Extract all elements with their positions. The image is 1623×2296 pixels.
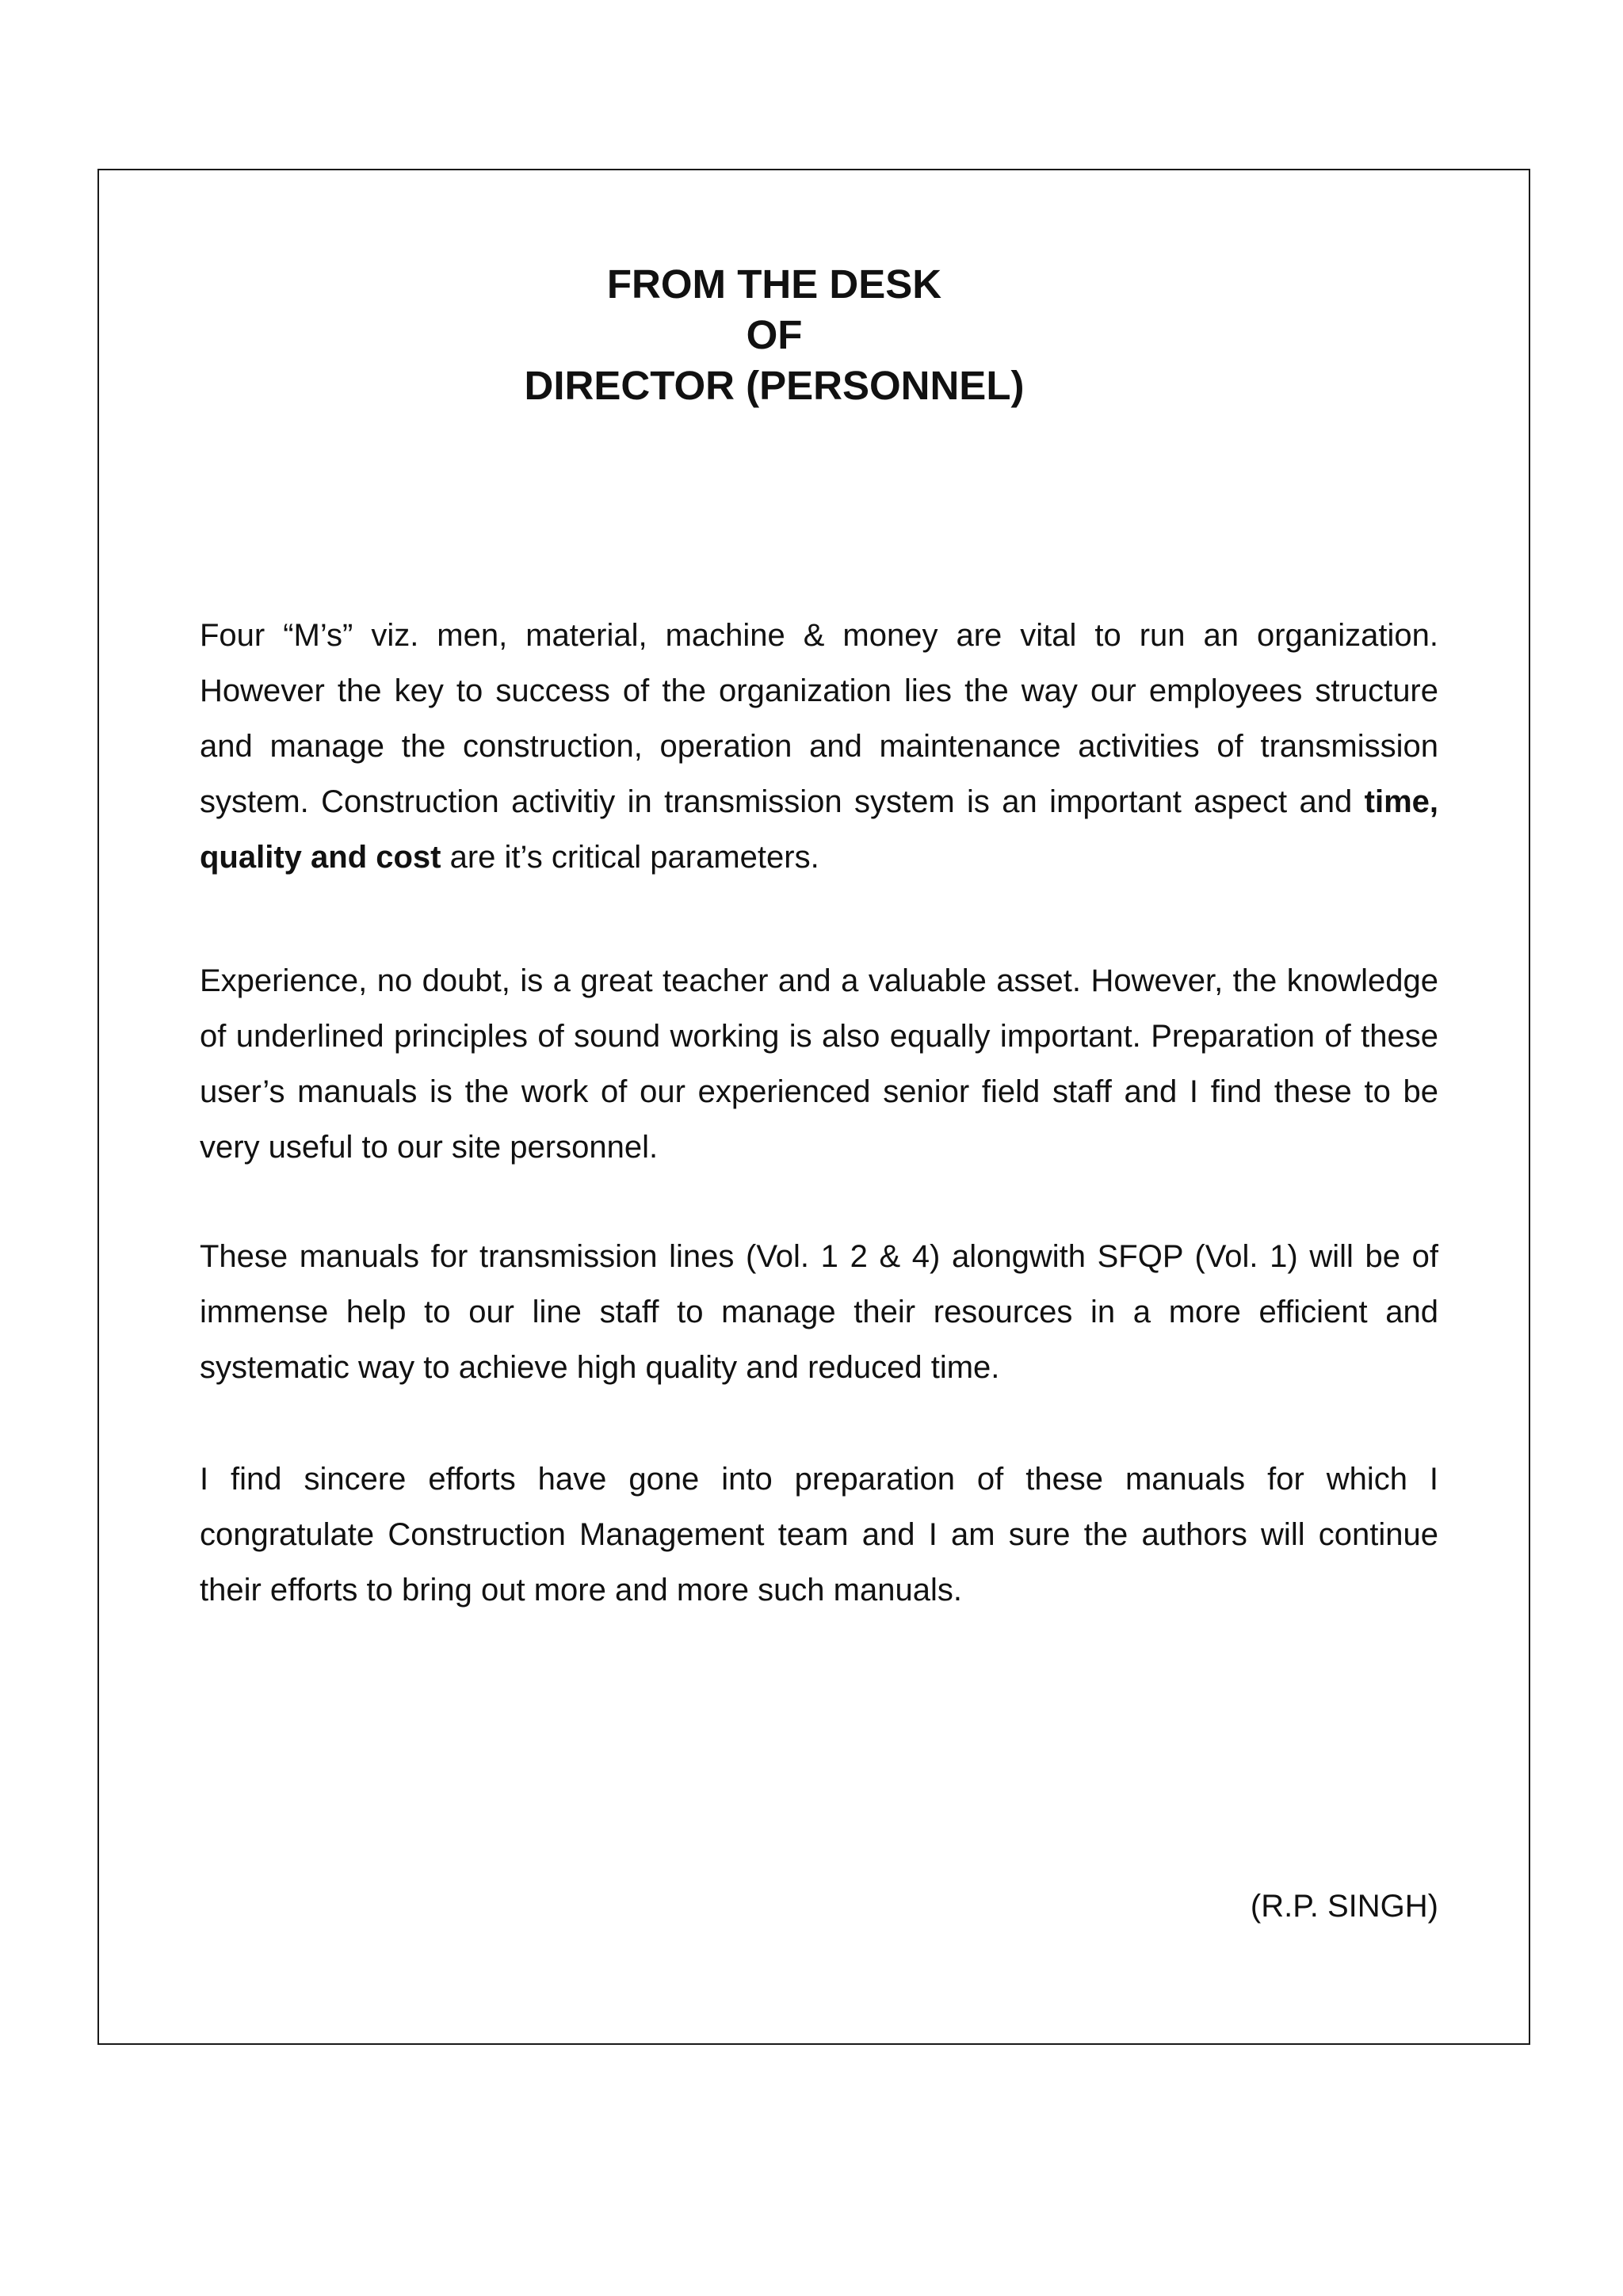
page-frame (97, 169, 1530, 2045)
paragraph-1 (200, 608, 1438, 885)
signature: (R.P. SINGH) (1250, 1889, 1438, 1924)
paragraph-1-text: Four “M’s” viz. men, material, machine & money are vital to run an organization. However the key to success of the organization lies the way our employees structure and manage the construction, operation and maintenance activities of transmission system. Construction activitiy in transmission system is an important aspect and (200, 618, 1438, 819)
paragraph-4: I find sincere efforts have gone into preparation of these manuals for which I congratulate Construction Management team and I am sure the authors will continue their efforts to bring out more and more such manuals. (200, 1462, 1438, 1608)
paragraph-1-tail: are it’s critical parameters. (441, 840, 819, 875)
paragraph-3: These manuals for transmission lines (Vol. 1 2 & 4) alongwith SFQP (Vol. 1) will be of immense help to our line staff to manage their resources in a more efficient and systematic way to achieve high quality and reduced time. (200, 1239, 1438, 1385)
page-title (59, 259, 1489, 411)
title-line-3: DIRECTOR (PERSONNEL) (524, 363, 1025, 408)
paragraph-2: Experience, no doubt, is a great teacher and a valuable asset. However, the knowledge of underlined principles of sound working is also equally important. Preparation of these user’s manuals is the work of our experienced senior field staff and I find these to be very useful to our site personnel. (200, 963, 1438, 1165)
paragraph-1-bold: time, quality and cost (200, 784, 1438, 875)
title-line-1: FROM THE DESK (606, 261, 942, 307)
title-line-2: OF (746, 312, 803, 357)
